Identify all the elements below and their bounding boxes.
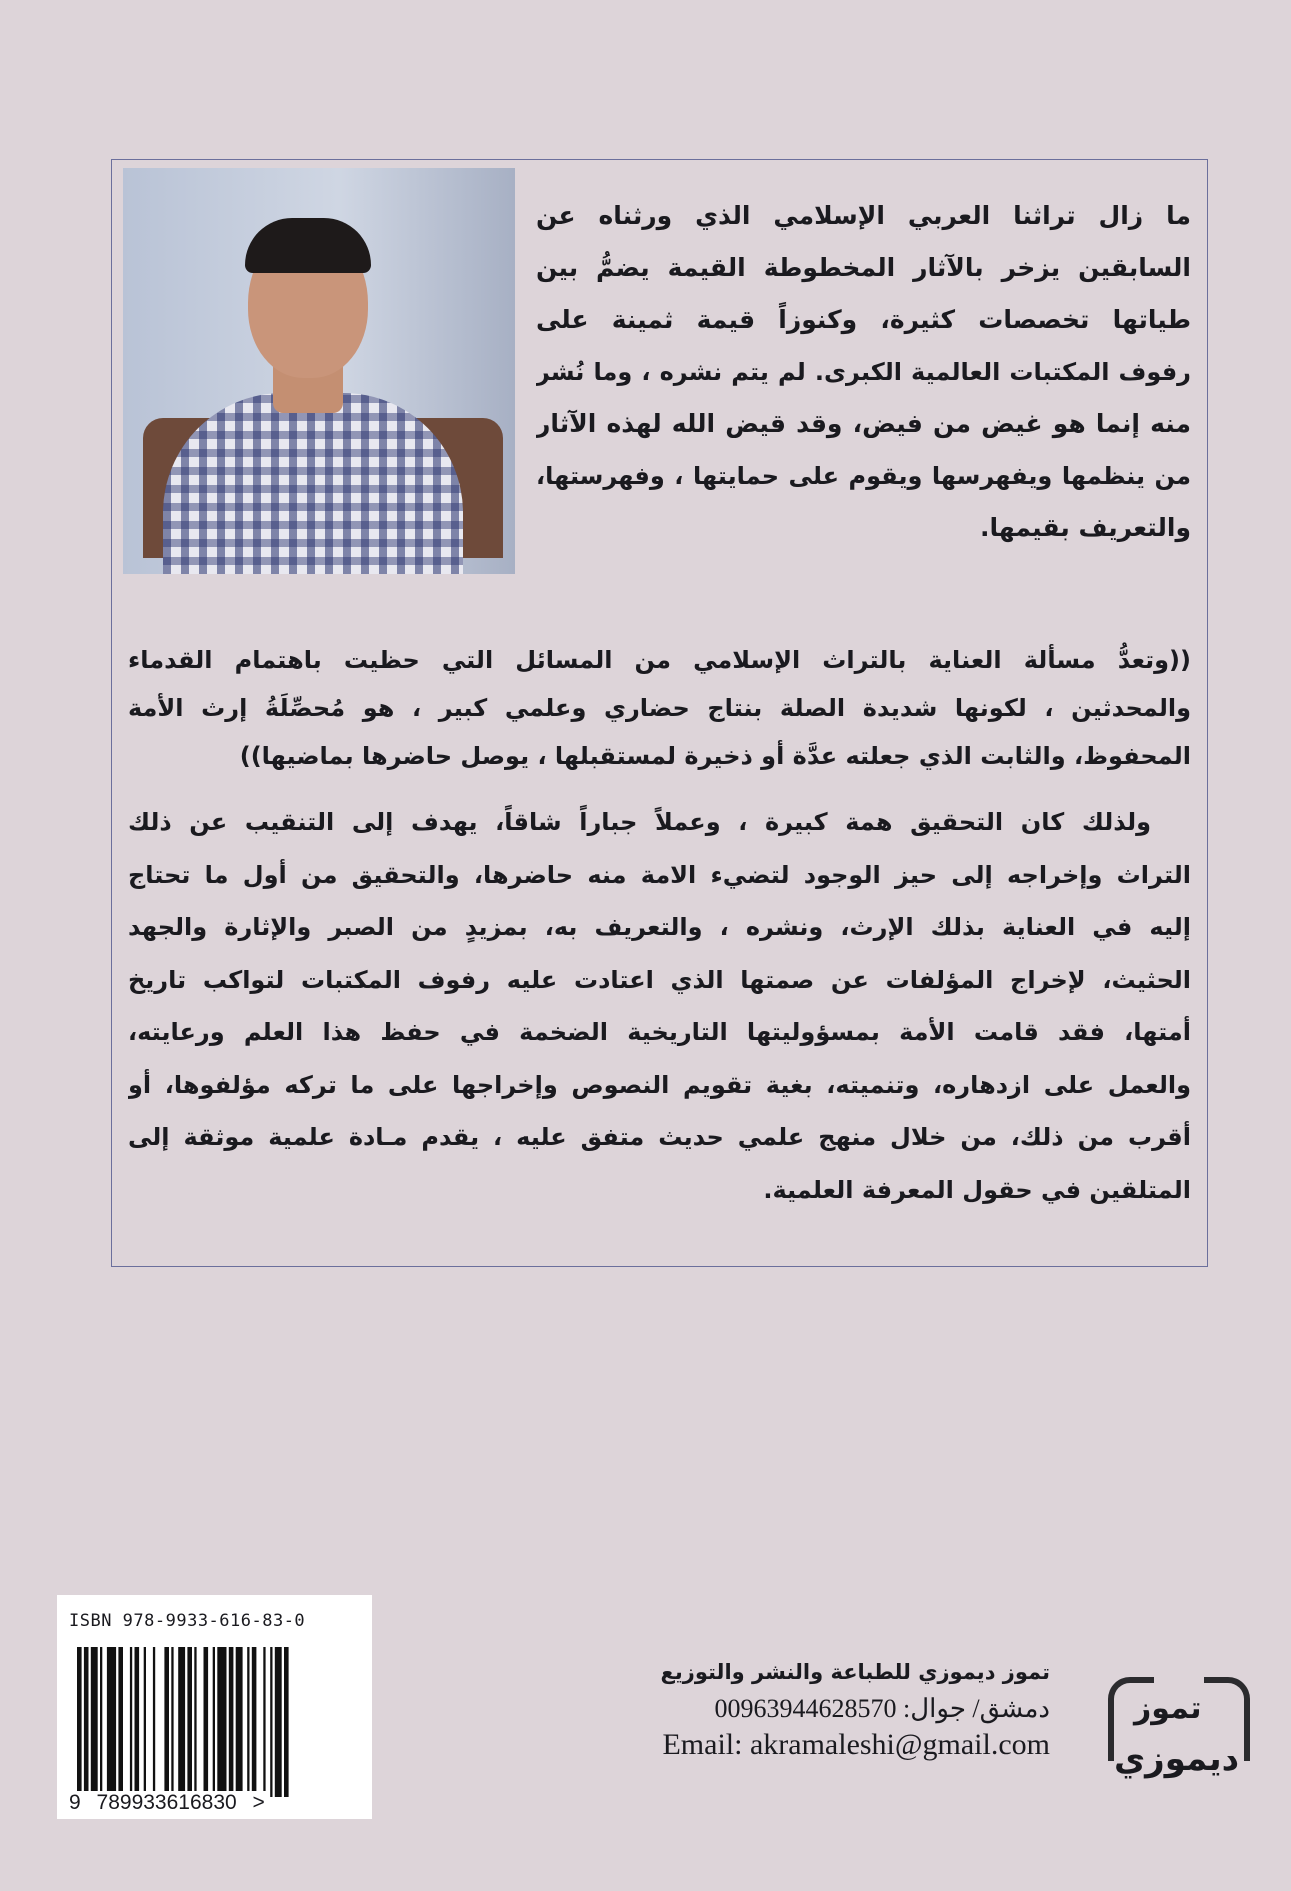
barcode-bar <box>204 1647 209 1797</box>
barcode-bar <box>144 1647 146 1797</box>
text-line: السابقين يزخر بالآثار المخطوطة القيمة يضمُّ بين <box>536 253 1191 282</box>
barcode-bar <box>263 1647 265 1797</box>
barcode-bar <box>217 1647 226 1797</box>
text-line: والمحدثين ، لكونها شديدة الصلة بنتاج حضاري وعلمي كبير ، هو مُحصِّلَةُ إرث الأمة <box>128 694 1191 722</box>
barcode-bar <box>178 1647 185 1797</box>
quote-paragraph <box>128 636 1191 780</box>
text-line: المحفوظ، والثابت الذي جعلته عدَّة أو ذخيرة لمستقبلها ، يوصل حاضرها بماضيها)) <box>239 742 1191 770</box>
barcode-bar <box>153 1647 155 1797</box>
isbn-label: ISBN 978-9933-616-83-0 <box>69 1611 306 1631</box>
text-line: الحثيث، لإخراج المؤلفات عن صمتها الذي اعتادت عليه رفوف المكتبات لتواكب تاريخ <box>128 965 1191 994</box>
publisher-logo <box>1108 1677 1250 1785</box>
main-paragraph <box>128 796 1191 1216</box>
barcode-number <box>67 1791 267 1815</box>
publisher-name: تموز ديموزي للطباعة والنشر والتوزيع <box>660 1660 1050 1684</box>
barcode-bar <box>194 1647 196 1797</box>
barcode-bar <box>77 1647 82 1797</box>
barcode-bar <box>118 1647 123 1797</box>
barcode-bar <box>100 1647 102 1797</box>
text-line: التراث وإخراجه إلى حيز الوجود لتضيء الامة منه حاضرها، والتحقيق من أول ما تحتاج <box>128 860 1191 889</box>
barcode-bars <box>77 1647 327 1797</box>
isbn-barcode <box>57 1595 372 1819</box>
barcode-bar <box>275 1647 282 1797</box>
barcode-bar <box>252 1647 257 1797</box>
text-line: منه إنما هو غيض من فيض، وقد قيض الله لهذه الآثار <box>536 409 1191 438</box>
barcode-bar <box>270 1647 272 1797</box>
text-line: أمتها، فقد قامت الأمة بمسؤوليتها التاريخية الضخمة في حفظ هذا العلم ورعايته، <box>128 1018 1191 1046</box>
barcode-bar <box>91 1647 98 1797</box>
barcode-bar <box>135 1647 140 1797</box>
publisher-phone: دمشق/ جوال: 00963944628570 <box>714 1694 1050 1723</box>
barcode-first-digit: 9 <box>69 1791 81 1814</box>
publisher-email: Email: akramaleshi@gmail.com <box>662 1728 1050 1761</box>
barcode-bar <box>107 1647 116 1797</box>
text-line: أقرب من ذلك، من خلال منهج علمي حديث متفق عليه ، يقدم مـادة علمية موثقة إلى <box>128 1123 1191 1151</box>
barcode-bar <box>247 1647 249 1797</box>
text-line: ولذلك كان التحقيق همة كبيرة ، وعملاً جباراً شاقاً، يهدف إلى التنقيب عن ذلك <box>128 808 1151 836</box>
barcode-digits: 789933616830 <box>96 1791 237 1814</box>
photo-hair <box>245 218 371 273</box>
text-line: المتلقين في حقول المعرفة العلمية. <box>763 1175 1191 1204</box>
intro-paragraph <box>536 190 1191 554</box>
barcode-bar <box>284 1647 289 1797</box>
text-line: إليه في العناية بذلك الإرث، ونشره ، والتعريف به، بمزيدٍ من الصبر والإثارة والجهد <box>128 913 1191 941</box>
barcode-bar <box>130 1647 132 1797</box>
text-line: والعمل على ازدهاره، وتنميته، بغية تقويم النصوص وإخراجها على ما تركه مؤلفوها، أو <box>128 1070 1191 1099</box>
logo-text-bottom: ديموزي <box>1114 1739 1240 1779</box>
barcode-bar <box>171 1647 173 1797</box>
text-line: ما زال تراثنا العربي الإسلامي الذي ورثناه عن <box>536 201 1191 230</box>
logo-text-top: تموز <box>1134 1691 1202 1726</box>
text-line: والتعريف بقيمها. <box>980 513 1191 542</box>
author-photo <box>123 168 515 574</box>
photo-shirt <box>163 393 463 574</box>
barcode-bar <box>229 1647 234 1797</box>
barcode-bar <box>187 1647 192 1797</box>
barcode-bar <box>164 1647 169 1797</box>
barcode-bar <box>236 1647 243 1797</box>
barcode-arrow: > <box>252 1791 265 1814</box>
barcode-bar <box>213 1647 215 1797</box>
text-line: من ينظمها ويفهرسها ويقوم على حمايتها ، وفهرستها، <box>536 462 1191 490</box>
text-line: رفوف المكتبات العالمية الكبرى. لم يتم نشره ، وما نُشر <box>536 358 1191 386</box>
text-line: ((وتعدُّ مسألة العناية بالتراث الإسلامي من المسائل التي حظيت باهتمام القدماء <box>128 646 1191 674</box>
publisher-info <box>560 1660 1050 1762</box>
text-line: طياتها تخصصات كثيرة، وكنوزاً قيمة ثمينة على <box>536 305 1191 334</box>
barcode-bar <box>84 1647 89 1797</box>
